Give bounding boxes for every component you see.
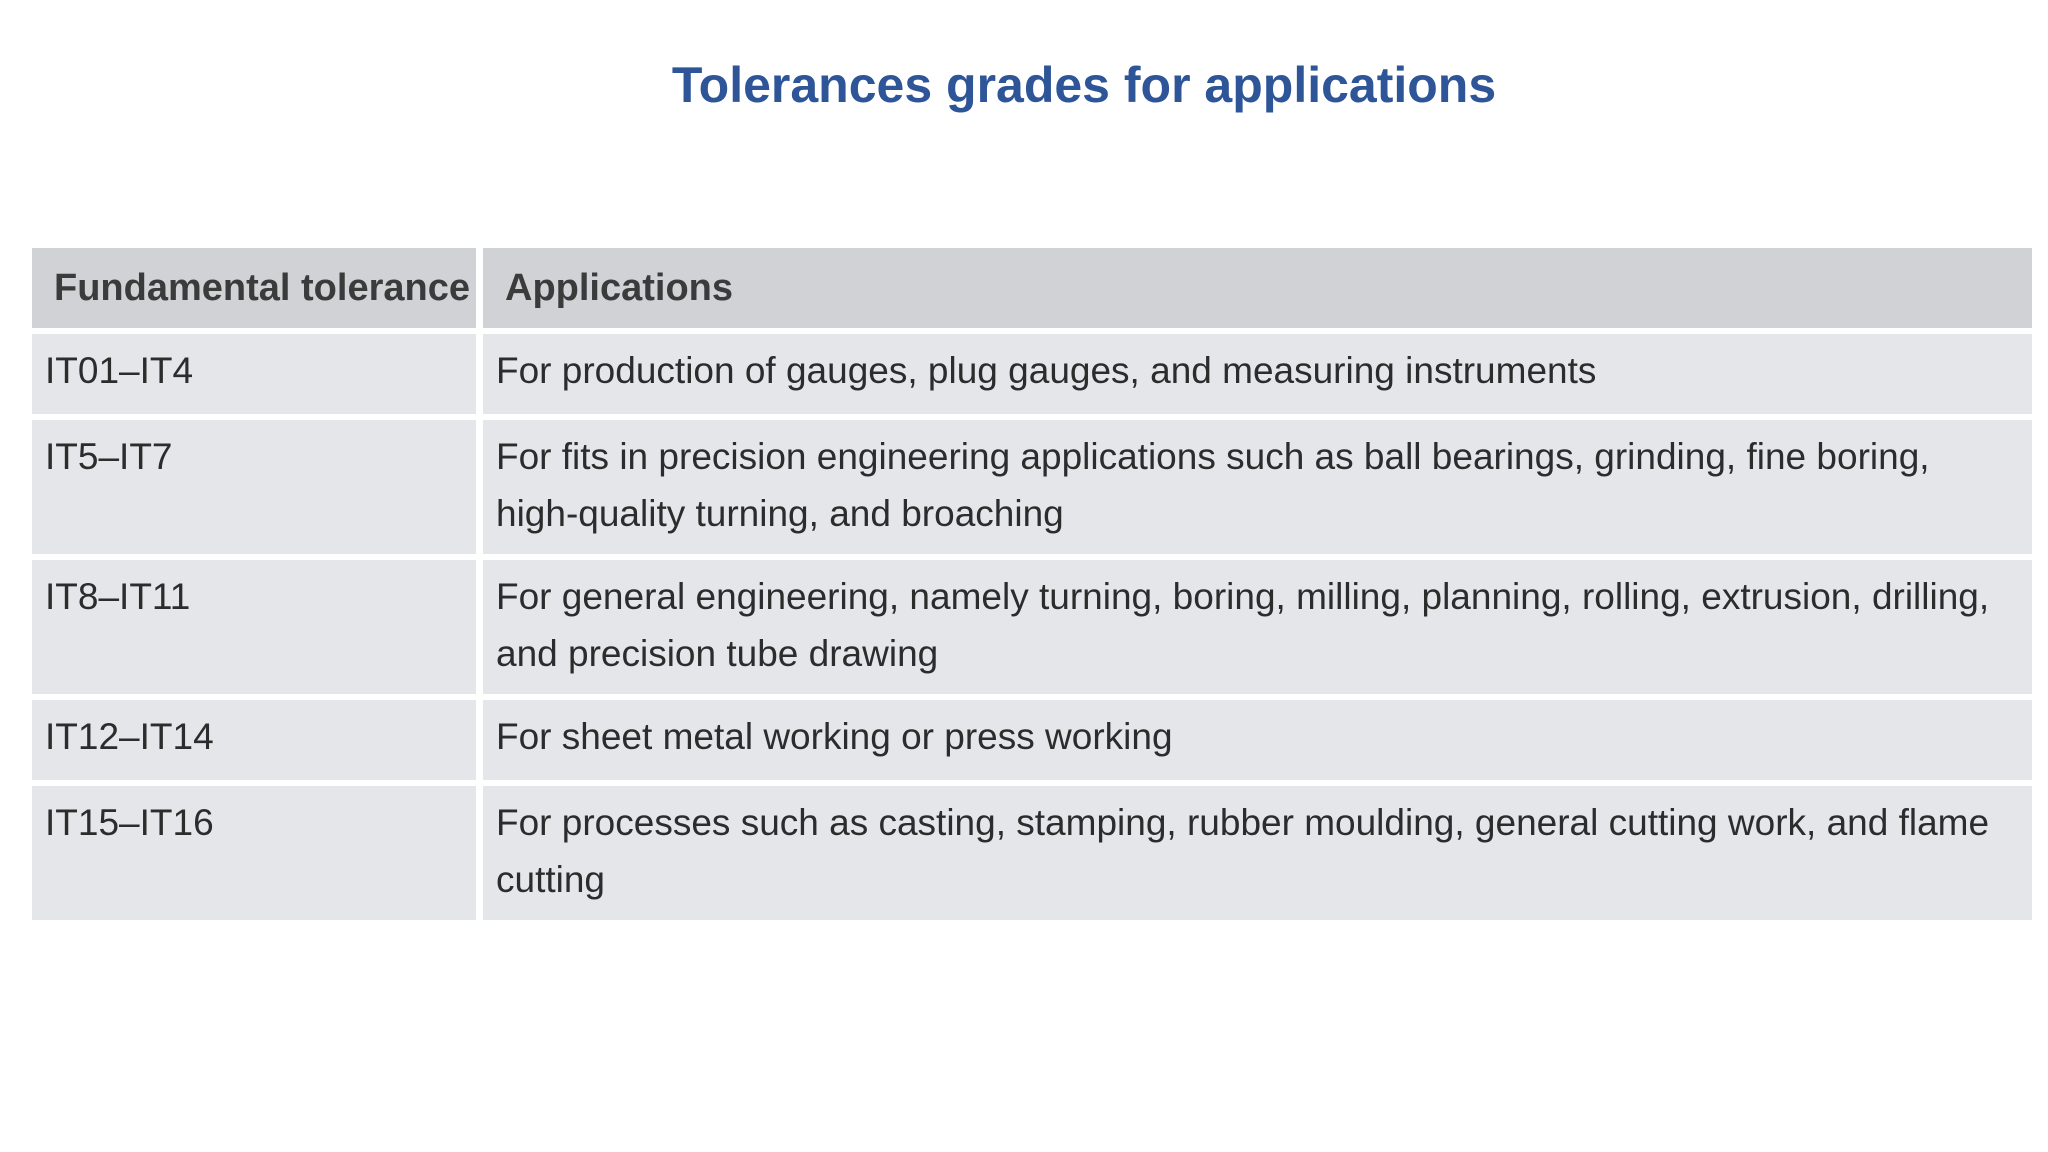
header-fundamental-tolerance: Fundamental tolerance: [32, 248, 476, 328]
table-row: [32, 334, 2032, 414]
application-cell: For processes such as casting, stamping, rubber moulding, general cutting work, and flame cutting: [483, 786, 2032, 920]
table-row: [32, 420, 2032, 554]
table-row: [32, 560, 2032, 694]
application-cell: For production of gauges, plug gauges, and measuring instruments: [483, 334, 2032, 414]
tolerance-grade-cell: IT5–IT7: [32, 420, 476, 554]
application-cell: For sheet metal working or press working: [483, 700, 2032, 780]
tolerance-grade-cell: IT12–IT14: [32, 700, 476, 780]
table-row: [32, 700, 2032, 780]
tolerance-table: [25, 242, 2039, 926]
slide-title: Tolerances grades for applications: [671, 57, 1497, 113]
tolerance-table-container: [32, 248, 2032, 926]
table-header-row: [32, 248, 2032, 328]
header-applications: Applications: [483, 248, 2032, 328]
application-cell: For general engineering, namely turning, boring, milling, planning, rolling, extrusion, drilling, and precision tube drawing: [483, 560, 2032, 694]
tolerance-grade-cell: IT8–IT11: [32, 560, 476, 694]
table-row: [32, 786, 2032, 920]
tolerance-grade-cell: IT01–IT4: [32, 334, 476, 414]
tolerance-grade-cell: IT15–IT16: [32, 786, 476, 920]
application-cell: For fits in precision engineering applications such as ball bearings, grinding, fine boring, high-quality turning, and broaching: [483, 420, 2032, 554]
